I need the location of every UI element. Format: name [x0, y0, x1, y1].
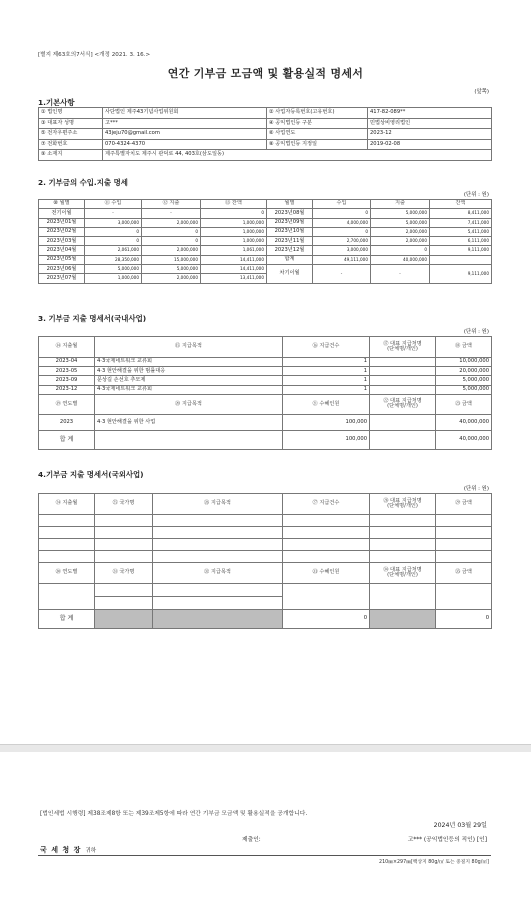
label: ① 법인명: [39, 108, 103, 119]
label: ② 사업자등록번호(고유번호): [267, 108, 368, 119]
column-header: ㉖ 지급목적: [153, 494, 283, 515]
empty-cell: [39, 527, 95, 539]
table-row: [39, 358, 492, 367]
recipient-cell: [370, 358, 436, 367]
empty-cell: [283, 515, 370, 527]
column-header: ㉕ 국가명: [95, 494, 153, 515]
empty-cell: [283, 539, 370, 551]
column-header: ㉟ 금액: [436, 563, 492, 584]
total-beneficiaries: 100,000: [283, 430, 370, 449]
column-header: ⑭ 지출월: [39, 337, 95, 358]
total-row: [39, 610, 492, 629]
amount-cell: 5,000,000: [436, 376, 492, 385]
column-header: ㉚ 연도별: [39, 563, 95, 584]
balance-cell: 8,411,000: [430, 209, 492, 218]
recipient-cell: [370, 367, 436, 376]
phone: 070-4324-4370: [103, 139, 267, 150]
address: 제주특별자치도 제주시 관덕로 44, 403호(삼도일동): [103, 150, 492, 161]
section-income-expense-title: 2. 기부금의 수입.지출 명세: [38, 178, 128, 187]
table-row: [39, 551, 492, 563]
unit-label: (단위 : 원): [463, 192, 489, 198]
carry-income: -: [313, 265, 371, 284]
shaded-cell: [153, 610, 283, 629]
empty-cell: [283, 527, 370, 539]
column-header: ㉓ 금액: [436, 394, 492, 414]
income-cell: 1,000,000: [85, 274, 142, 283]
column-header: ㉛ 국가명: [95, 563, 153, 584]
count-cell: 1: [283, 376, 370, 385]
total-amount: 0: [436, 610, 492, 629]
table-row: [39, 108, 492, 119]
header-line: (단체명/개인): [387, 403, 418, 410]
table-row: [39, 265, 492, 274]
column-header: ⑱ 금액: [436, 337, 492, 358]
amount-cell: 20,000,000: [436, 367, 492, 376]
purpose-cell: 4·3국제네트워크 교류회: [95, 358, 283, 367]
total-label: 합계: [267, 255, 313, 264]
purpose-cell: 4·3국제네트워크 교류회: [95, 385, 283, 394]
table-header-row: [39, 200, 492, 209]
income-cell: 0: [313, 227, 371, 236]
table-row: [39, 539, 492, 551]
domestic-expense-table: [38, 336, 492, 450]
column-header: ㉙ 금액: [436, 494, 492, 515]
column-header: ㉜ 지급목적: [153, 563, 283, 584]
purpose-cell: 4·3 현안해결을 위한 범률대응: [95, 367, 283, 376]
expense-cell: 2,000,000: [142, 274, 201, 283]
month-cell: 2023-09: [39, 376, 95, 385]
column-header: 지출: [371, 200, 430, 209]
empty-cell: [370, 515, 436, 527]
empty-cell: [95, 551, 153, 563]
column-header: 수입: [313, 200, 371, 209]
corp-type: 민법상비영리법인: [368, 118, 492, 129]
income-cell: 5,000,000: [85, 265, 142, 274]
representative: 고***: [103, 118, 267, 129]
label: ⑧ 공익법인등 지정일: [267, 139, 368, 150]
balance-cell: 13,411,000: [201, 274, 267, 283]
column-header: ㉔ 지출월: [39, 494, 95, 515]
basic-info-table: [38, 107, 492, 161]
empty-cell: [436, 551, 492, 563]
balance-cell: 1,061,000: [201, 246, 267, 255]
empty-cell: [95, 584, 153, 597]
expense-cell: 2,000,000: [371, 227, 430, 236]
month-cell: 전기이월: [39, 209, 85, 218]
submitter-label: 제출인:: [242, 837, 261, 843]
empty-cell: [436, 539, 492, 551]
total-label: 합 계: [39, 610, 95, 629]
table-header-row: [39, 337, 492, 358]
month-cell: 2023-12: [39, 385, 95, 394]
month-cell: 2023년10월: [267, 227, 313, 236]
recipient-suffix: 귀하: [85, 848, 97, 854]
amount-cell: 10,000,000: [436, 358, 492, 367]
balance-cell: 0: [201, 209, 267, 218]
income-cell: 0: [313, 209, 371, 218]
column-header: ⑳ 지급목적: [95, 394, 283, 414]
table-row: [39, 237, 492, 246]
expense-cell: 5,000,000: [142, 265, 201, 274]
shaded-cell: [370, 610, 436, 629]
expense-cell: 0: [142, 237, 201, 246]
fiscal-year: 2023-12: [368, 129, 492, 140]
table-row: [39, 385, 492, 394]
income-cell: -: [85, 209, 142, 218]
empty-cell: [39, 539, 95, 551]
income-cell: 2,061,000: [85, 246, 142, 255]
designation-date: 2019-02-08: [368, 139, 492, 150]
empty-cell: [283, 551, 370, 563]
empty-cell: [153, 539, 283, 551]
purpose-cell: 4·3 현안해결을 위한 사업: [95, 414, 283, 430]
table-row: [39, 209, 492, 218]
table-row: [39, 367, 492, 376]
month-cell: 2023-05: [39, 367, 95, 376]
empty-cell: [370, 551, 436, 563]
email: 43jeju70@gmail.com: [103, 129, 267, 140]
count-cell: 1: [283, 385, 370, 394]
carry-expense: -: [371, 265, 430, 284]
income-cell: 2,700,000: [313, 237, 371, 246]
month-cell: 2023년08월: [267, 209, 313, 218]
expense-cell: 0: [142, 227, 201, 236]
header-line: ㉞ 대표 지급처명: [383, 566, 422, 573]
month-cell: 2023년02월: [39, 227, 85, 236]
recipient-cell: [370, 414, 436, 430]
month-cell: 2023년04월: [39, 246, 85, 255]
empty-cell: [39, 551, 95, 563]
income-cell: 3,000,000: [85, 218, 142, 227]
column-header: [370, 563, 436, 584]
month-cell: 2023년05월: [39, 255, 85, 264]
column-header: ㉗ 지급건수: [283, 494, 370, 515]
month-cell: 2023년01월: [39, 218, 85, 227]
month-cell: 2023년06월: [39, 265, 85, 274]
label: ⑥ 사업연도: [267, 129, 368, 140]
header-line: (단체명/개인): [387, 346, 418, 352]
month-cell: 2023년12월: [267, 246, 313, 255]
balance-cell: 1,000,000: [201, 218, 267, 227]
column-header: ⑮ 지급목적: [95, 337, 283, 358]
table-header-row: [39, 494, 492, 515]
table-row: [39, 150, 492, 161]
empty-cell: [370, 430, 436, 449]
recipient-cell: [370, 376, 436, 385]
carry-balance: 9,111,000: [430, 265, 492, 284]
year-cell: 2023: [39, 414, 95, 430]
unit-label: (단위 : 원): [463, 329, 489, 335]
expense-cell: 5,000,000: [371, 209, 430, 218]
column-header: [370, 494, 436, 515]
count-cell: 1: [283, 358, 370, 367]
empty-cell: [153, 597, 283, 610]
column-header: 잔액: [430, 200, 492, 209]
column-header: ⑲ 연도별: [39, 394, 95, 414]
balance-cell: 7,411,000: [430, 218, 492, 227]
empty-cell: [370, 584, 436, 610]
total-amount: 40,000,000: [436, 430, 492, 449]
expense-cell: 5,000,000: [371, 218, 430, 227]
table-row: [39, 139, 492, 150]
empty-cell: [370, 539, 436, 551]
empty-cell: [39, 515, 95, 527]
footer-divider: [38, 855, 491, 856]
expense-cell: 15,000,000: [142, 255, 201, 264]
total-income: 49,111,000: [313, 255, 371, 264]
total-label: 합 계: [39, 430, 95, 449]
income-cell: 0: [85, 237, 142, 246]
column-header: ⑫ 지출: [142, 200, 201, 209]
table-row: [39, 376, 492, 385]
empty-cell: [436, 584, 492, 610]
column-header: [370, 337, 436, 358]
purpose-cell: 문상길 손선호 추모제: [95, 376, 283, 385]
label: ④ 공익법인등 구분: [267, 118, 368, 129]
total-row: [39, 430, 492, 449]
empty-cell: [436, 515, 492, 527]
table-row: [39, 255, 492, 264]
income-expense-table: [38, 199, 492, 284]
header-line: ⑰ 대표 지급처명: [383, 340, 422, 347]
total-beneficiaries: 0: [283, 610, 370, 629]
empty-cell: [153, 551, 283, 563]
header-line: ㉒ 대표 지급처명: [383, 397, 422, 404]
section-domestic-title: 3. 기부금 지출 명세서(국내사업): [38, 314, 147, 323]
table-row: [39, 584, 492, 597]
empty-cell: [95, 430, 283, 449]
carry-over-label: 차기이월: [267, 265, 313, 284]
unit-label: (단위 : 원): [463, 486, 489, 492]
recipient-name: 국 세 청 장: [40, 846, 82, 854]
expense-cell: 2,000,000: [371, 237, 430, 246]
empty-cell: [153, 515, 283, 527]
front-side-label: (앞쪽): [474, 89, 489, 95]
empty-cell: [95, 527, 153, 539]
balance-cell: 1,000,000: [201, 237, 267, 246]
income-cell: 0: [85, 227, 142, 236]
header-line: (단체명/개인): [387, 503, 418, 509]
empty-cell: [39, 584, 95, 610]
legal-statement: [법인세법 시행령] 제38조제8항 또는 제39조제5항에 따라 연간 기부금 모금액 및 활용실적을 공개합니다.: [40, 811, 308, 817]
table-row: [39, 227, 492, 236]
overseas-expense-table: [38, 493, 492, 629]
shaded-cell: [95, 610, 153, 629]
month-cell: 2023년11월: [267, 237, 313, 246]
balance-cell: 9,111,000: [430, 246, 492, 255]
expense-cell: 0: [371, 246, 430, 255]
amount-cell: 40,000,000: [436, 414, 492, 430]
business-number: 417-82-089**: [368, 108, 492, 119]
balance-cell: 1,000,000: [201, 227, 267, 236]
table-row: [39, 515, 492, 527]
label: ⑨ 소재지: [39, 150, 103, 161]
month-cell: 2023년03월: [39, 237, 85, 246]
empty-cell: [430, 255, 492, 264]
amount-cell: 5,000,000: [436, 385, 492, 394]
submission-date: 2024년 03월 29일: [433, 822, 487, 829]
empty-cell: [95, 515, 153, 527]
label: ⑤ 전자우편주소: [39, 129, 103, 140]
month-cell: 2023년09월: [267, 218, 313, 227]
table-row: [39, 129, 492, 140]
column-header: ⑬ 잔액: [201, 200, 267, 209]
empty-cell: [153, 584, 283, 597]
corp-name: 사단법인 제주43기념사업위원회: [103, 108, 267, 119]
balance-cell: 6,111,000: [430, 237, 492, 246]
empty-cell: [436, 527, 492, 539]
column-header: 월별: [267, 200, 313, 209]
table-row: [39, 118, 492, 129]
expense-cell: 2,000,000: [142, 246, 201, 255]
income-cell: 28,350,000: [85, 255, 142, 264]
column-header: [370, 394, 436, 414]
paper-spec: 210㎜×297㎜[백상지 80g/㎡ 또는 중질지 80g/㎡]: [379, 860, 489, 865]
table-row: [39, 218, 492, 227]
recipient: [40, 845, 96, 855]
total-expense: 40,000,000: [371, 255, 430, 264]
beneficiaries-cell: 100,000: [283, 414, 370, 430]
column-header: ⑩ 월별: [39, 200, 85, 209]
header-line: ㉘ 대표 지급처명: [383, 497, 422, 504]
income-cell: 4,000,000: [313, 218, 371, 227]
document-title: 연간 기부금 모금액 및 활용실적 명세서: [167, 67, 364, 80]
income-cell: 3,000,000: [313, 246, 371, 255]
table-header-row: [39, 563, 492, 584]
month-cell: 2023-04: [39, 358, 95, 367]
label: ⑦ 전화번호: [39, 139, 103, 150]
balance-cell: 14,411,000: [201, 265, 267, 274]
column-header: ⑯ 지급건수: [283, 337, 370, 358]
expense-cell: 2,000,000: [142, 218, 201, 227]
label: ③ 대표자 성명: [39, 118, 103, 129]
table-header-row: [39, 394, 492, 414]
submitter-value: 고*** (공익법인등의 직인) [인]: [407, 837, 487, 843]
empty-cell: [95, 597, 153, 610]
count-cell: 1: [283, 367, 370, 376]
table-row: [39, 414, 492, 430]
balance-cell: 5,411,000: [430, 227, 492, 236]
recipient-cell: [370, 385, 436, 394]
column-header: ㉝ 수혜인원: [283, 563, 370, 584]
balance-cell: 14,411,000: [201, 255, 267, 264]
table-row: [39, 527, 492, 539]
form-number: [별지 제63호의7서식] <개정 2021. 3. 16.>: [38, 52, 151, 58]
empty-cell: [153, 527, 283, 539]
empty-cell: [95, 539, 153, 551]
month-cell: 2023년07월: [39, 274, 85, 283]
column-header: ⑪ 수입: [85, 200, 142, 209]
header-line: (단체명/개인): [387, 572, 418, 578]
table-row: [39, 246, 492, 255]
section-basic-info-title: 1.기본사항: [38, 98, 75, 107]
empty-cell: [283, 584, 370, 610]
section-overseas-title: 4.기부금 지출 명세서(국외사업): [38, 470, 144, 479]
expense-cell: -: [142, 209, 201, 218]
column-header: ㉑ 수혜인원: [283, 394, 370, 414]
empty-cell: [370, 527, 436, 539]
